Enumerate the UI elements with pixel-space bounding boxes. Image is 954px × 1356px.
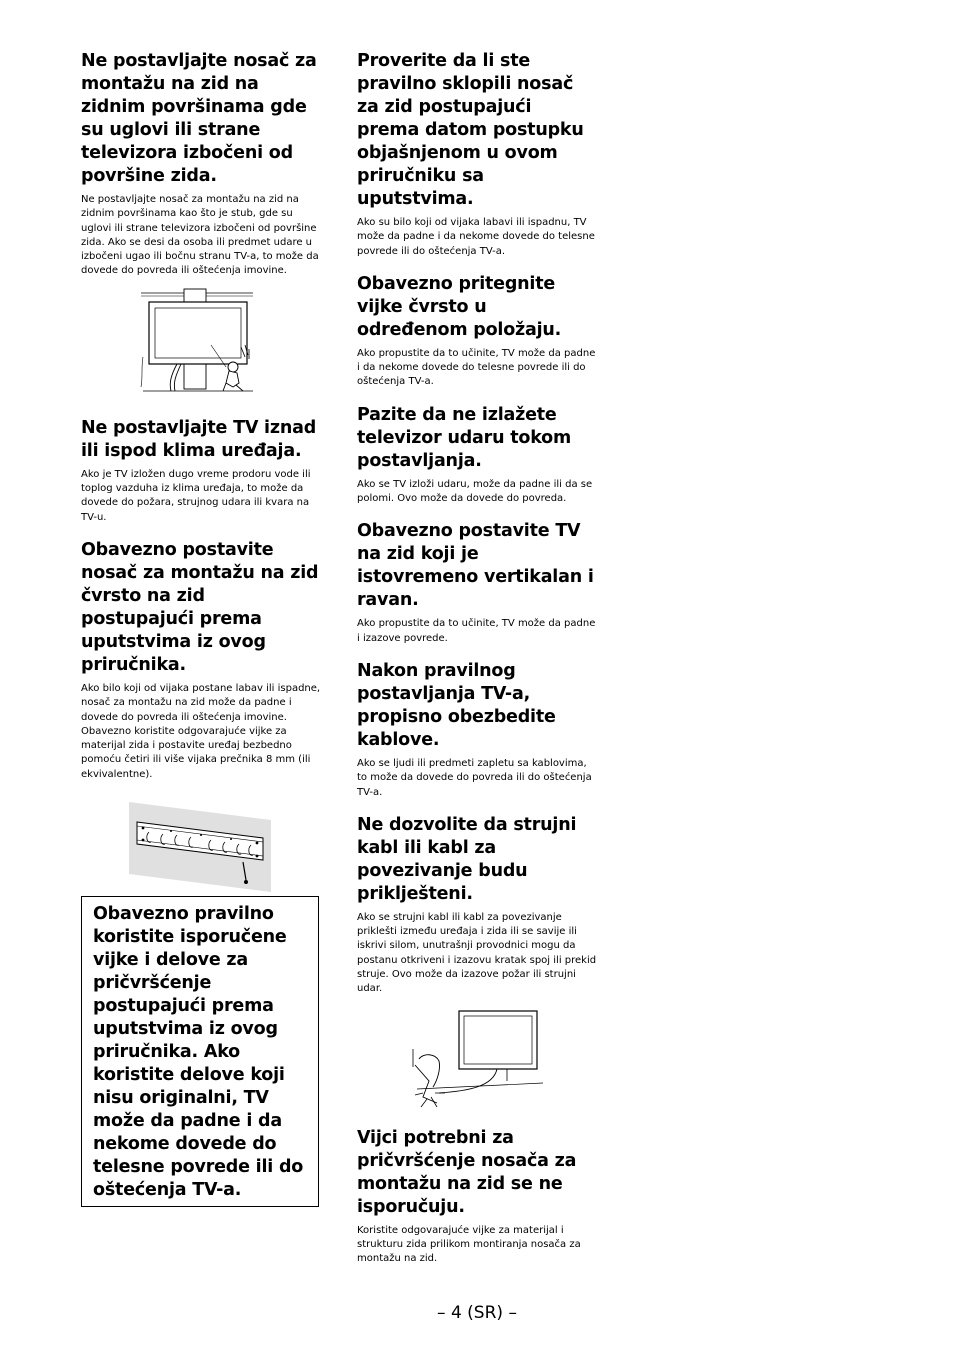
section-secure-bracket: [81, 539, 323, 782]
section-secure-cables: [357, 660, 599, 800]
section-body: Ako se ljudi ili predmeti zapletu sa kablovima, to može da dovede do povreda ili do oštećenja TV-a.: [357, 757, 592, 798]
section-body: Ako bilo koji od vijaka postane labav ili ispadne, nosač za montažu na zid može da padne i dovede do povreda ili oštećenja imovine. Obavezno koristite odgovarajuće vijke za materijal zida i postavite uređaj bezbedno pomoću četiri ili više vijaka prečnika 8 mm (ili ekvivalentne).: [81, 682, 321, 780]
section-vertical-wall: [357, 520, 599, 646]
section-heading: Ne dozvolite da strujni kabl ili kabl za povezivanje budu priklješteni.: [357, 814, 577, 904]
pillar-illustration: [81, 287, 323, 403]
section-avoid-impact: [357, 404, 599, 507]
cable-pinch-illustration: [357, 1007, 599, 1111]
section-protruding-corners: [81, 50, 323, 279]
section-body: Ako propustite da to učinite, TV može da padne i da nekome dovede do telesne povrede ili do oštećenja TV-a.: [357, 347, 596, 388]
section-body: Ne postavljajte nosač za montažu na zid na zidnim površinama kao što je stub, gde su uglovi ili strane televizora izbočeni od površine zida. Ako se desi da osoba ili predmet udare u izbočeni ugao ili bočnu stranu TV-a, to može da dovede do povreda ili oštećenja imovine.: [81, 194, 319, 277]
section-screws-not-supplied: [357, 1127, 599, 1267]
warning-box: [81, 896, 319, 1207]
section-heading: Obavezno postavite nosač za montažu na zid čvrsto na zid postupajući prema uputstvima iz ovog priručnika.: [81, 539, 319, 675]
left-column: [81, 50, 323, 894]
section-heading: Vijci potrebni za pričvršćenje nosača za montažu na zid se ne isporučuju.: [357, 1127, 577, 1217]
section-heading: Nakon pravilnog postavljanja TV-a, propisno obezbedite kablove.: [357, 660, 556, 750]
section-body: Koristite odgovarajuće vijke za materijal i strukturu zida prilikom montiranja nosača za montažu na zid.: [357, 1224, 581, 1265]
right-column: [357, 50, 599, 1267]
section-body: Ako se TV izloži udaru, može da padne ili da se polomi. Ovo može da dovede do povreda.: [357, 478, 593, 505]
section-air-conditioner: [81, 417, 323, 525]
section-heading: Proverite da li ste pravilno sklopili nosač za zid postupajući prema datom postupku objašnjenom u ovom priručniku sa uputstvima.: [357, 51, 584, 209]
section-heading: Pazite da ne izlažete televizor udaru tokom postavljanja.: [357, 404, 572, 471]
section-heading: Ne postavljajte TV iznad ili ispod klima uređaja.: [81, 417, 317, 461]
section-tighten-screws: [357, 273, 599, 390]
section-heading: Obavezno pritegnite vijke čvrsto u određenom položaju.: [357, 273, 562, 340]
section-body: Ako je TV izložen dugo vreme prodoru vode ili toplog vazduha iz klima uređaja, to može da dovede do požara, strujnog udara ili kvara na TV-u.: [81, 468, 311, 523]
section-body: Ako su bilo koji od vijaka labavi ili ispadnu, TV može da padne i da nekome dovede do telesne povrede ili do oštećenja TV-a.: [357, 217, 595, 257]
section-heading: Obavezno postavite TV na zid koji je istovremeno vertikalan i ravan.: [357, 521, 594, 611]
section-check-assembly: [357, 50, 599, 259]
page-number: – 4 (SR) –: [437, 1303, 517, 1323]
section-body: Ako propustite da to učinite, TV može da padne i izazove povrede.: [357, 618, 596, 644]
warning-text: Obavezno pravilno koristite isporučene vijke i delove za pričvršćenje postupajući prema uputstvima iz ovog priručnika. Ako koristite delove koji nisu originalni, TV može da padne i da nekome dovede do telesne povrede ili do oštećenja TV-a.: [93, 904, 304, 1200]
section-cable-pinch: [357, 814, 599, 997]
bracket-illustration: [81, 798, 323, 894]
section-body: Ako se strujni kabl ili kabl za povezivanje priklešti između uređaja i zida ili se savije ili iskrivi silom, unutrašnji provodnici mogu da postanu otkriveni i izazovu kratak spoj ili prekid struje. Ovo može da izazove požar ili strujni udar.: [357, 911, 597, 995]
section-heading: Ne postavljajte nosač za montažu na zid na zidnim površinama gde su uglovi ili strane televizora izbočeni od površine zida.: [81, 51, 317, 186]
